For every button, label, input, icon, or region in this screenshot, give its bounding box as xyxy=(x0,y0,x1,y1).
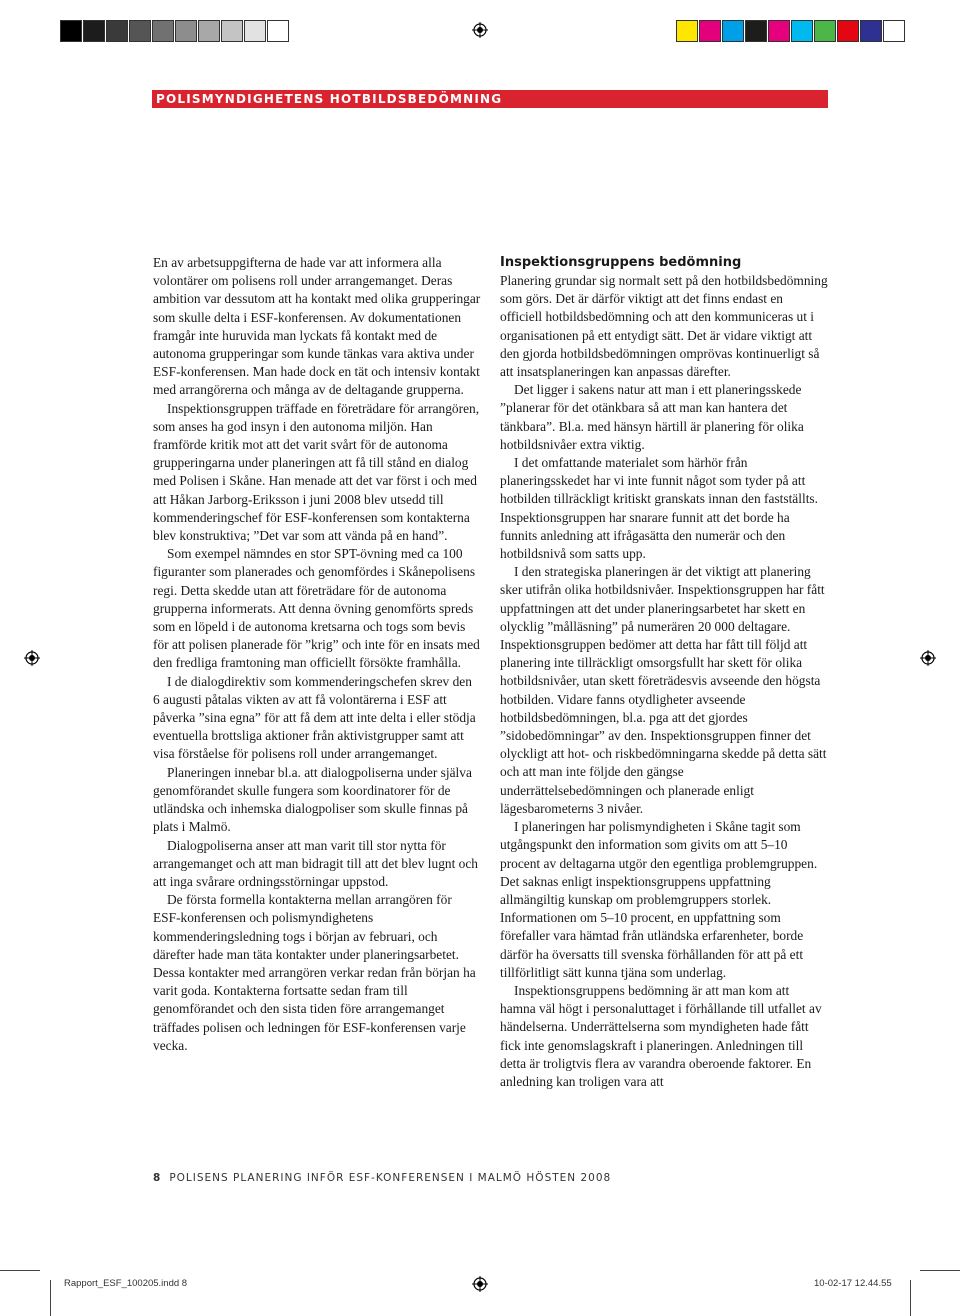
section-heading: Inspektionsgruppens bedömning xyxy=(500,255,742,270)
paragraph: I de dialogdirektiv som kommenderingschefen skrev den 6 augusti påtalas vikten av att få volontärerna i ESF att påverka ”sina egna” för att få dem att inte delta i eller stödja eventuella brottsliga aktioner från aktivistgrupper samt att visa förståelse för polisens roll under arrangemanget. xyxy=(153,673,476,762)
color-swatch xyxy=(883,20,905,42)
gray-swatch xyxy=(175,20,197,42)
paragraph: I den strategiska planeringen är det viktigt att planering sker utifrån olika hotbildsnivåer. Inspektionsgruppen har fått uppfattningen att det under planeringsarbetet har skett en olycklig ”målläsning” på numerären 20 000 deltagare. Inspektionsgruppen bedömer att detta har fått till följd att planering inte tillräckligt omsorgsfullt har skett för olika hotbildsnivåer, utan skett företrädesvis avseende den högsta hotbilden. Vidare fanns otydligheter avseende hotbildsbedömningen, bl.a. pga att det gjordes ”sidobedömningar” av den. Inspektionsgruppen finner det olyckligt att hot- och riskbedömningarna skedde på detta sätt och att man inte följde den gängse underrättelsebedömningen och planerade enligt lägesbarometerns 3 nivåer. xyxy=(500,564,827,816)
registration-mark-icon xyxy=(920,650,936,666)
gray-swatch xyxy=(244,20,266,42)
color-swatch xyxy=(860,20,882,42)
paragraph: En av arbetsuppgifterna de hade var att informera alla volontärer om polisens roll under arrangemanget. Deras ambition var dessutom att ha kontakt med olika grupperingar som skulle delta i ESF-konferensen. Av dokumentationen framgår inte huruvida man lyckats få kontakt med de autonoma grupperingar som kunde tänkas vara aktiva under ESF-konferensen. Man hade dock en tät och intensiv kontakt med arrangörerna och många av de deltagande grupperna. xyxy=(153,255,481,398)
page-number: 8 xyxy=(153,1172,162,1184)
paragraph: Det ligger i sakens natur att man i ett planeringsskede ”planerar för det otänkbara så att man kan hantera det tänkbara”. Bl.a. med hänsyn härtill är planering för olika hotbildsnivåer extra viktig. xyxy=(500,382,804,452)
gray-swatch xyxy=(83,20,105,42)
registration-mark-icon xyxy=(472,1276,488,1292)
gray-swatch xyxy=(267,20,289,42)
paragraph: I det omfattande materialet som härhör från planeringsskedet har vi inte funnit något som tyder på att hotbilden tillräckligt kritiskt granskats innan den fastställts. Inspektionsgruppen har snarare funnit att det borde ha funnits anledning att ifrågasätta den numerär och den hotbildsnivå som satts upp. xyxy=(500,455,818,562)
registration-mark-icon xyxy=(472,22,488,38)
color-swatch xyxy=(791,20,813,42)
paragraph: Inspektionsgruppen träffade en företrädare för arrangören, som anses ha god insyn i den autonoma miljön. Han framförde kritik mot att det varit svårt för de autonoma grupperingarna under planeringen att få till stånd en dialog med Polisen i Skåne. Han menade att det var först i och med att Håkan Jarborg-Eriksson i juni 2008 blev utsedd till kommenderingschef för ESF-konferensen som kontakterna blev konstruktiva; ”Det var som att vända på en hand”. xyxy=(153,400,480,544)
gray-swatch xyxy=(221,20,243,42)
color-swatch xyxy=(722,20,744,42)
grayscale-color-bar xyxy=(60,20,290,42)
gray-swatch xyxy=(152,20,174,42)
color-swatch xyxy=(837,20,859,42)
running-title: POLISENS PLANERING INFÖR ESF-KONFERENSEN I MALMÖ HÖSTEN 2008 xyxy=(169,1172,612,1184)
paragraph: Inspektionsgruppens bedömning är att man kom att hamna väl högt i personaluttaget i förhållande till utfallet av händelserna. Underrättelserna som myndigheten hade fått fick inte genomslagskraft i planeringen. Anledningen till detta är troligtvis flera av varandra oberoende faktorer. En anledning kan troligen vara att xyxy=(500,982,822,1089)
registration-mark-icon xyxy=(24,650,40,666)
right-column xyxy=(500,254,828,1091)
crop-mark xyxy=(910,1280,911,1316)
process-color-bar xyxy=(676,20,906,42)
page-footer xyxy=(153,1172,611,1184)
left-column xyxy=(153,254,481,1055)
paragraph: I planeringen har polismyndigheten i Skåne tagit som utgångspunkt den information som givits om att 5–10 procent av deltagarna utgör den egentliga problemgruppen. Det saknas enligt inspektionsgruppens uppfattning allmängiltig kunskap om problemgruppers storlek. Informationen om 5–10 procent, en uppfattning som förefaller vara hämtad från utländska erfarenheter, borde därför ha översatts till svenska förhållanden för att på ett tillförlitligt sätt kunna tjäna som underlag. xyxy=(500,819,818,980)
gray-swatch xyxy=(106,20,128,42)
color-swatch xyxy=(699,20,721,42)
paragraph: Dialogpoliserna anser att man varit till stor nytta för arrangemanget och att man bidragit till att det blev lugnt och att inga svårare ordningsstörningar uppstod. xyxy=(153,837,478,889)
crop-mark xyxy=(50,1280,51,1316)
crop-mark xyxy=(920,1270,960,1271)
gray-swatch xyxy=(129,20,151,42)
color-swatch xyxy=(814,20,836,42)
gray-swatch xyxy=(60,20,82,42)
paragraph: De första formella kontakterna mellan arrangören för ESF-konferensen och polismyndighetens kommenderingsledning togs i början av februari, och därefter hade man täta kontakter under planeringsarbetet. Dessa kontakter med arrangören verkar redan från början ha varit goda. Kontakterna fortsatte sedan fram till genomförandet och den sista tiden före arrangemanget träffades polisen och ledningen för ESF-konferensen varje vecka. xyxy=(153,892,476,1053)
slug-filename: Rapport_ESF_100205.indd 8 xyxy=(64,1278,188,1289)
paragraph: Som exempel nämndes en stor SPT-övning med ca 100 figuranter som planerades och genomfördes i Skånepolisens regi. Detta skedde utan att företrädare för de autonoma grupperna informerats. Att denna övning genomförts spreds som en löpeld i de autonoma kretsarna och togs som bevis för att polisen planerade för ”krig” och inte för en insats med den fredliga framtoning man officiellt försökte framhålla. xyxy=(153,546,480,671)
slug-timestamp: 10-02-17 12.44.55 xyxy=(814,1278,892,1289)
color-swatch xyxy=(676,20,698,42)
gray-swatch xyxy=(198,20,220,42)
paragraph: Planering grundar sig normalt sett på den hotbildsbedömning som görs. Det är därför viktigt att det finns endast en officiell hotbildsbedömning och att den kommuniceras ut i organisationen på ett entydigt sätt. Det är vidare viktigt att den gjorda hotbildsbedömningen omprövas kontinuerligt så att insatsplaneringen kan anpassas därefter. xyxy=(500,273,828,380)
crop-mark xyxy=(0,1270,40,1271)
color-swatch xyxy=(745,20,767,42)
color-swatch xyxy=(768,20,790,42)
paragraph: Planeringen innebar bl.a. att dialogpoliserna under själva genomförandet skulle fungera som koordinatorer för de utländska och inhemska dialogpoliser som skulle finnas på plats i Malmö. xyxy=(153,764,472,835)
section-banner: POLISMYNDIGHETENS HOTBILDSBEDÖMNING xyxy=(152,90,828,108)
